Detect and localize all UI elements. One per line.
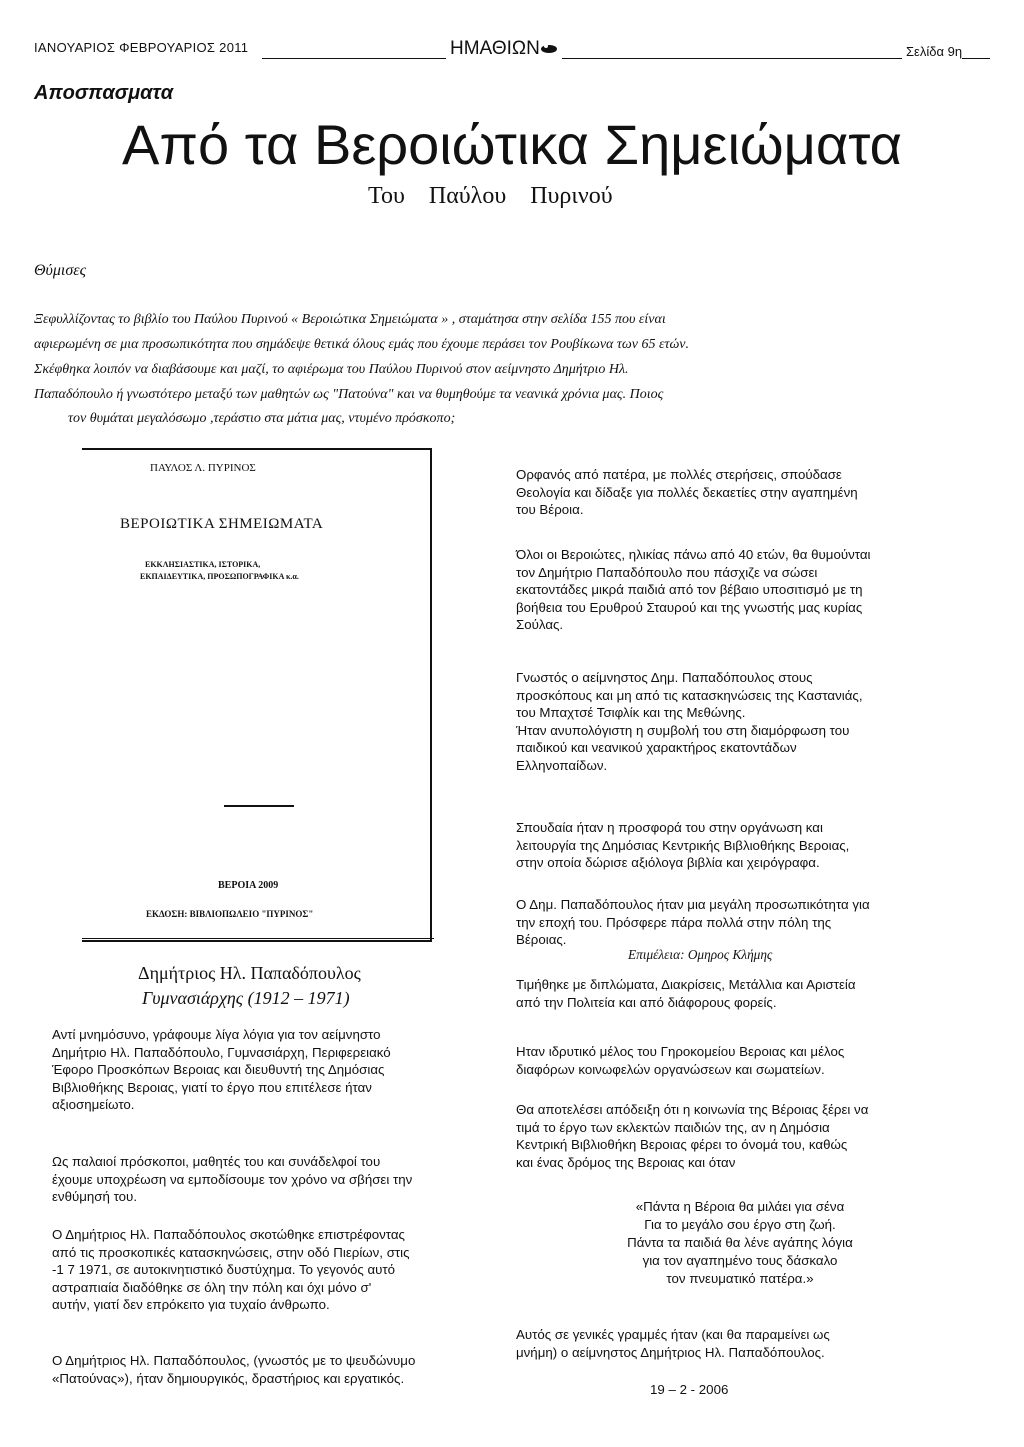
text-line: Έφορο Προσκόπων Βεροιας και διευθυντή της Δημόσιας	[52, 1062, 385, 1077]
paragraph	[516, 819, 849, 872]
text-line: βοήθεια του Ερυθρού Σταυρού και της γνωστής μας κυρίας	[516, 599, 863, 615]
text-line: Βιβλιοθήκης Βεροιας, γιατί το έργο που επιτέλεσε ήταν	[52, 1079, 372, 1095]
text-line: λειτουργία της Δημόσιας Κεντρικής Βιβλιοθήκης Βεροιας,	[516, 837, 850, 853]
intro-heading: Θύμισες	[34, 262, 87, 279]
section-label: Αποσπασματα	[34, 82, 174, 104]
paragraph	[516, 1101, 868, 1171]
text-line: Ο Δημ. Παπαδόπουλος ήταν μια μεγάλη προσωπικότητα για	[516, 897, 870, 912]
text-line: αξιοσημείωτο.	[52, 1097, 135, 1112]
text-line: τιμά το έργο των εκλεκτών παιδιών της, αν η Δημόσια	[516, 1119, 830, 1135]
paragraph	[516, 546, 870, 634]
book-year: ΒΕΡΟΙΑ 2009	[218, 880, 279, 891]
article-date: 19 – 2 - 2006	[650, 1382, 729, 1397]
text-line: αυτήν, γιατί δεν επρόκειτο για τυχαίο άνθρωπο.	[52, 1297, 330, 1312]
text-line: και ένας δρόμος της Βεροιας και όταν	[516, 1154, 736, 1170]
text-line: εκατοντάδες μικρά παιδιά από τον βέβαιο υποσιτισμό με τη	[516, 582, 863, 597]
text-line: Κεντρική Βιβλιοθήκη Βεροιας φέρει το όνομά του, καθώς	[516, 1137, 848, 1152]
text-line: Θα αποτελέσει απόδειξη ότι η κοινωνία της Βέροιας ξέρει να	[516, 1102, 869, 1117]
page-title: Από τα Βεροιώτικα Σημειώματα	[122, 113, 902, 176]
paragraph	[516, 896, 870, 949]
issue-date: ΙΑΝΟΥΑΡΙΟΣ ΦΕΒΡΟΥΑΡΙΟΣ 2011	[34, 40, 249, 55]
text-line: του Βέροια.	[516, 502, 584, 517]
text-line: Βέροιας.	[516, 932, 567, 947]
paragraph	[52, 1026, 391, 1114]
text-line: Σπουδαία ήταν η προσφορά του στην οργάνωση και	[516, 820, 823, 835]
intro-line: Ξεφυλλίζοντας το βιβλίο του Παύλου Πυρινού « Βεροιώτικα Σημειώματα » , σταμάτησα στην σελίδα 155 που είναι	[34, 312, 666, 327]
paragraph	[52, 1153, 412, 1206]
text-line: Δημήτριο Ηλ. Παπαδόπουλο, Γυμνασιάρχη, Περιφερειακό	[52, 1044, 391, 1060]
intro-line: τον θυμάται μεγαλόσωμο ,τεράστιο στα μάτια μας, ντυμένο πρόσκοπο;	[68, 411, 456, 426]
text-line: αστραπιαία διαδόθηκε σε όλη την πόλη και όχι μόνο σ'	[52, 1279, 372, 1295]
text-line: Σούλας.	[516, 617, 564, 632]
text-line: Ηταν ιδρυτικό μέλος του Γηροκομείου Βεροιας και μέλος	[516, 1044, 845, 1059]
text-line: Τιμήθηκε με διπλώματα, Διακρίσεις, Μετάλλια και Αριστεία	[516, 977, 856, 992]
text-line: «Πατούνας»), ήταν δημιουργικός, δραστήριος και εργατικός.	[52, 1370, 405, 1386]
intro-line: Παπαδόπουλο ή γνωστότερο μεταξύ των μαθητών ως "Πατούνα" και να θυμηθούμε τα νεανικά χρόνια μας. Ποιος	[34, 387, 664, 402]
intro-line: Σκέφθηκα λοιπόν να διαβάσουμε και μαζί, το αφιέρωμα του Παύλου Πυρινού στον αείμνηστο Δημήτριο Ηλ.	[34, 362, 629, 377]
quote-block	[560, 1198, 920, 1288]
page-subtitle: Του Παύλου Πυρινού	[368, 183, 613, 209]
text-line: προσκόπους και μη από τις κατασκηνώσεις της Καστανιάς,	[516, 687, 863, 703]
text-line: Όλοι οι Βεροιώτες, ηλικίας πάνω από 40 ετών, θα θυμούνται	[516, 547, 871, 562]
text-line: παιδικού και νεανικού χαρακτήρος εκατοντάδων	[516, 740, 797, 755]
paragraph	[516, 1326, 830, 1361]
book-subtitle: ΕΚΚΛΗΣΙΑΣΤΙΚΑ, ΙΣΤΟΡΙΚΑ,	[145, 560, 261, 569]
text-line: στην οποία δώρισε αξιόλογα βιβλία και χειρόγραφα.	[516, 855, 820, 870]
paragraph	[516, 669, 863, 774]
editor-credit: Επιμέλεια: Ομηρος Κλήμης	[628, 947, 773, 962]
paragraph	[516, 466, 858, 519]
newspaper-name-text: ΗΜΑΘΙΩΝ	[450, 38, 540, 59]
text-line: -1 7 1971, σε αυτοκινητιστικό δυστύχημα. Το γεγονός αυτό	[52, 1262, 396, 1277]
text-line: Ελληνοπαίδων.	[516, 757, 608, 773]
text-line: του Μπαχτσέ Τσιφλίκ και της Μεθώνης.	[516, 705, 746, 720]
quote-line: για τον αγαπημένο τους δάσκαλο	[642, 1253, 838, 1268]
text-line: Ο Δημήτριος Ηλ. Παπαδόπουλος, (γνωστός με το ψευδώνυμο	[52, 1353, 416, 1368]
paragraph	[52, 1352, 415, 1387]
text-line: Θεολογία και δίδαξε για πολλές δεκαετίες στην αγαπημένη	[516, 484, 858, 500]
book-title: ΒΕΡΟΙΩΤΙΚΑ ΣΗΜΕΙΩΜΑΤΑ	[120, 516, 324, 532]
text-line: μνήμη) ο αείμνηστος Δημήτριος Ηλ. Παπαδόπουλος.	[516, 1344, 825, 1360]
header-rule	[262, 58, 990, 59]
newspaper-logo-icon	[540, 38, 558, 59]
text-line: έχουμε υποχρέωση να εμποδίσουμε τον χρόνο να σβήσει την	[52, 1171, 413, 1187]
quote-line: Για το μεγάλο σου έργο στη ζωή.	[644, 1217, 836, 1232]
text-line: την εποχή του. Πρόσφερε πάρα πολλά στην πόλη της	[516, 914, 832, 930]
text-line: ενθύμησή του.	[52, 1189, 138, 1204]
quote-line: τον πνευματικό πατέρα.»	[666, 1271, 814, 1286]
person-name: Δημήτριος Ηλ. Παπαδόπουλος	[138, 963, 361, 983]
book-subtitle: ΕΚΠΑΙΔΕΥΤΙΚΑ, ΠΡΟΣΩΠΟΓΡΑΦΙΚΑ κ.α.	[140, 572, 299, 581]
paragraph	[516, 976, 856, 1011]
book-author: ΠΑΥΛΟΣ Λ. ΠΥΡΙΝΟΣ	[150, 462, 256, 474]
cover-ornament	[224, 805, 294, 807]
text-line: διαφόρων κοινωφελών οργανώσεων και σωματείων.	[516, 1061, 825, 1077]
quote-line: Πάντα τα παιδιά θα λένε αγάπης λόγια	[627, 1235, 853, 1250]
text-line: από τις προσκοπικές κατασκηνώσεις, στην οδό Πιερίων, στις	[52, 1244, 410, 1260]
book-cover-rule	[82, 938, 434, 939]
book-publisher: ΕΚΔΟΣΗ: ΒΙΒΛΙΟΠΩΛΕΙΟ "ΠΥΡΙΝΟΣ"	[146, 909, 314, 919]
text-line: Ο Δημήτριος Ηλ. Παπαδόπουλος σκοτώθηκε επιστρέφοντας	[52, 1227, 405, 1242]
person-role: Γυμνασιάρχης (1912 – 1971)	[142, 988, 350, 1008]
text-line: Ορφανός από πατέρα, με πολλές στερήσεις, σπούδασε	[516, 467, 842, 482]
page-number: Σελίδα 9η	[902, 44, 962, 59]
text-line: τον Δημήτριο Παπαδόπουλο που πάσχιζε να σώσει	[516, 564, 818, 580]
quote-line: «Πάντα η Βέροια θα μιλάει για σένα	[635, 1199, 845, 1214]
paragraph	[516, 1043, 844, 1078]
text-line: Αντί μνημόσυνο, γράφουμε λίγα λόγια για τον αείμνηστο	[52, 1027, 381, 1042]
text-line: Γνωστός ο αείμνηστος Δημ. Παπαδόπουλος στους	[516, 670, 813, 685]
text-line: Ως παλαιοί πρόσκοποι, μαθητές του και συνάδελφοί του	[52, 1154, 381, 1169]
text-line: από την Πολιτεία και από διάφορους φορείς.	[516, 994, 777, 1010]
text-line: Ήταν ανυπολόγιστη η συμβολή του στη διαμόρφωση του	[516, 722, 850, 738]
text-line: Αυτός σε γενικές γραμμές ήταν (και θα παραμείνει ως	[516, 1327, 830, 1342]
newspaper-name	[446, 38, 562, 60]
paragraph	[52, 1226, 410, 1314]
intro-line: αφιερωμένη σε μια προσωπικότητα που σημάδεψε θετικά όλους εμάς που έχουμε περάσει τον Ρουβίκωνα των 65 ετών.	[34, 337, 690, 352]
